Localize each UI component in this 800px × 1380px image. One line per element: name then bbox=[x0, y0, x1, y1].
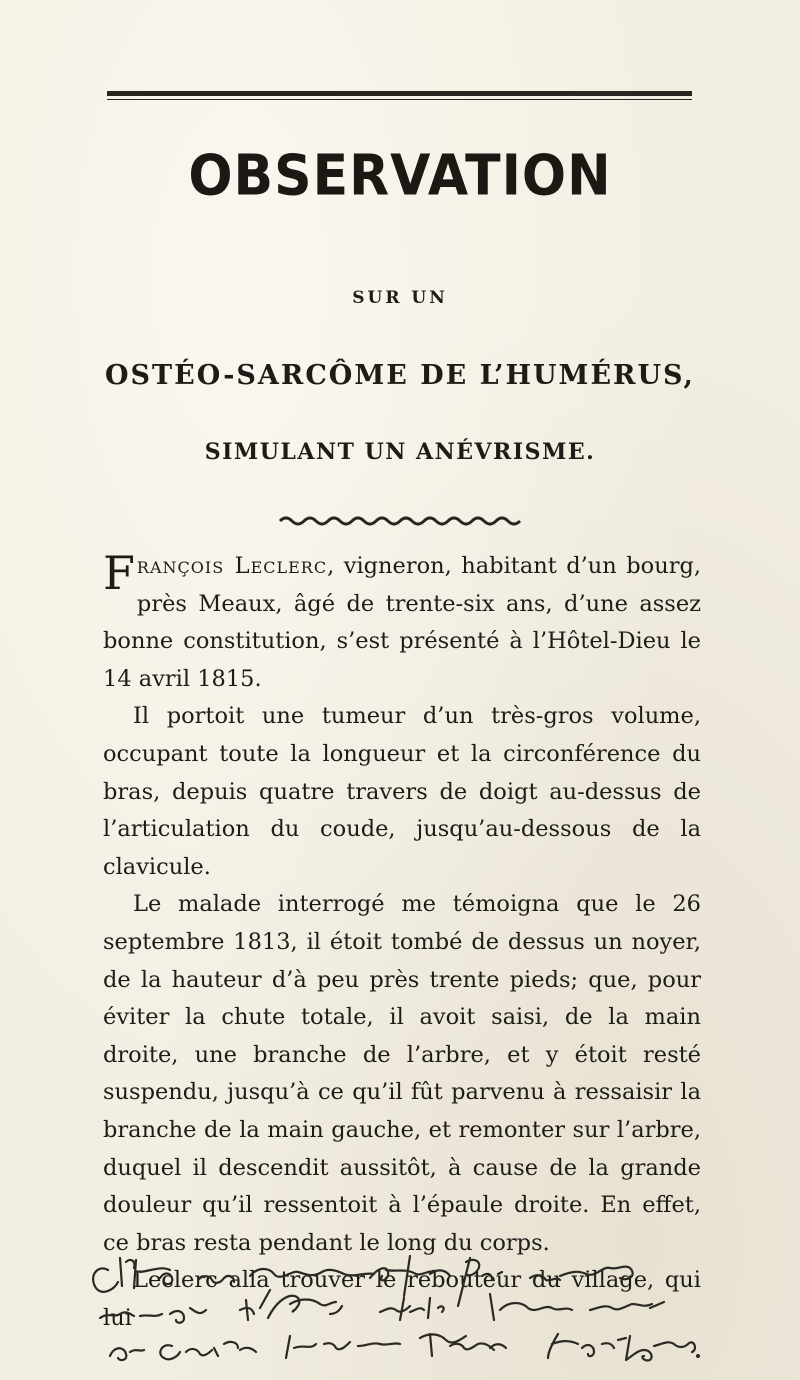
drop-cap: F bbox=[103, 546, 135, 600]
patient-name: rançois Leclerc bbox=[136, 553, 328, 579]
paragraph-1 bbox=[103, 548, 701, 698]
paragraph-1-text: , vigneron, habitant d’un bourg, près Meaux, âgé de trente-six ans, d’une assez bonne constitution, s’est présenté à l’Hôtel-Dieu le 14 avril 1815. bbox=[103, 553, 702, 692]
subtitle-osteo-sarcome: OSTÉO-SARCÔME DE L’HUMÉRUS, bbox=[105, 360, 695, 391]
paragraph-2: Il portoit une tumeur d’un très-gros volume, occupant toute la longueur et la circonférence du bras, depuis quatre travers de doigt au-dessus de l’articulation du coude, jusqu’au-dessous de la clavicule. bbox=[103, 703, 701, 880]
subtitle-sur-un: SUR UN bbox=[352, 288, 448, 308]
paragraph-3: Le malade interrogé me témoigna que le 26 septembre 1813, il étoit tombé de dessus un noyer, de la hauteur d’à peu près trente pieds; que, pour éviter la chute totale, il avoit saisi, de la main droite, une branche de l’arbre, et y étoit resté suspendu, jusqu’à ce qu’il fût parvenu à ressaisir la branche de la main gauche, et remonter sur l’arbre, duquel il descendit aussitôt, à cause de la grande douleur qu’il ressentoit à l’épaule droite. En effet, ce bras resta pendant le long du corps. bbox=[103, 891, 701, 1256]
subtitle-simulant: SIMULANT UN ANÉVRISME. bbox=[204, 439, 596, 465]
header-rule-thin bbox=[107, 99, 692, 100]
paragraph-4: Leclerc alla trouver le rebouteur du village, qui lui bbox=[103, 1267, 701, 1331]
page-title: OBSERVATION bbox=[188, 143, 612, 209]
header-rule-thick bbox=[107, 91, 692, 96]
body-text bbox=[103, 548, 701, 1337]
wavy-ornament bbox=[278, 515, 522, 527]
handwritten-annotation bbox=[90, 1248, 770, 1368]
